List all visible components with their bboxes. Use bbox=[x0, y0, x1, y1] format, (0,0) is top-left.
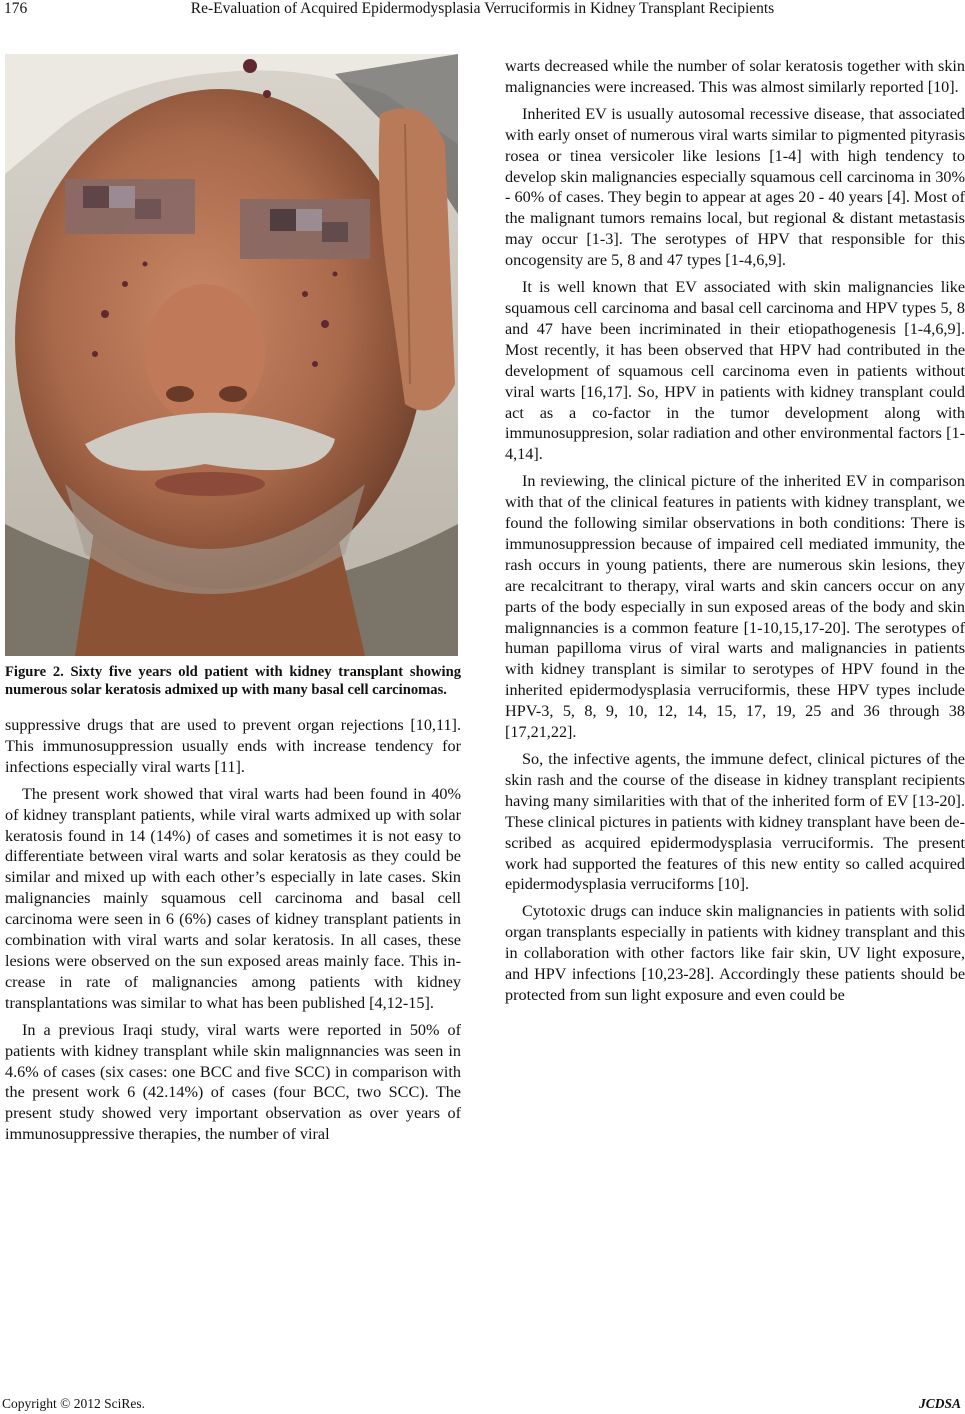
patient-face-photo bbox=[5, 54, 458, 656]
running-title: Re-Evaluation of Acquired Epidermodysplasia Verruciformis in Kidney Transplant Recipients bbox=[190, 0, 775, 17]
patient-photo-figure bbox=[5, 54, 458, 656]
page-header bbox=[0, 0, 965, 40]
figure-caption: Figure 2. Sixty five years old patient with kidney transplant showing numerous solar keratosis admixed up with many basal cell carcinomas. bbox=[5, 664, 461, 698]
left-column-text bbox=[5, 715, 461, 1145]
paragraph: Inherited EV is usually autosomal recessive disease, that associated with early onset of numerous viral warts similar to pigmented pityrasis rosea or tinea versicoler like lesions [1-4] with high tendency to develop skin malignancies especially squamous cell carcinoma in 30% - 60% of cases. They begin to appear at ages 20 - 40 years [4]. Most of the malignant tumors remains local, but regional & distant metastasis may occur [1-3]. The serotypes of HPV that responsible for this oncogensity are 5, 8 and 47 types [1-4,6,9]. bbox=[505, 104, 965, 270]
page-number: 176 bbox=[4, 0, 28, 17]
left-column bbox=[5, 54, 461, 1145]
paragraph: It is well known that EV associated with skin malignancies like squamous cell carcinoma and basal cell carcinoma and HPV types 5, 8 and 47 have been incriminated in their etiopathogenesis [1-4,6,9]. Most recently, it has been observed that HPV had contributed in the development of squamous cell carcinoma even in patients without viral warts [16,17]. So, HPV in patients with kidney transplant could act as a co-factor in the tumor development along with immunosuppresion, solar radiation and other environmental factors [1-4,14]. bbox=[505, 278, 965, 464]
paragraph: suppressive drugs that are used to prevent organ rejections [10,11]. This immunosuppression usually ends with increase tendency for infections especially viral warts [11]. bbox=[5, 716, 461, 776]
right-column-text bbox=[505, 56, 965, 1006]
paragraph: So, the infective agents, the immune defect, clinical pictures of the skin rash and the course of the disease in kidney transplant recipients having many similarities with that of the inherited form of EV [13-20]. These clinical pictures in patients with kidney transplant have been described as acquired epidermodysplasia verruciformis. The present work had supported the features of this new entity so called acquired epidermodysplasia verruciforms [10]. bbox=[505, 750, 965, 894]
page-footer bbox=[0, 1380, 965, 1414]
paragraph: Cytotoxic drugs can induce skin malignancies in patients with solid organ transplants especially in patients with kidney transplant and this in collaboration with other factors like fair skin, UV light exposure, and HPV infections [10,23-28]. Accordingly these patients should be protected from sun light exposure and even could be bbox=[505, 902, 965, 1004]
paragraph: warts decreased while the number of solar keratosis together with skin malignancies were increased. This was almost similarly reported [10]. bbox=[505, 57, 965, 96]
paragraph: In reviewing, the clinical picture of the inherited EV in comparison with that of the clinical features in patients with kidney transplant, we found the following similar observations in both conditions: There is immunosuppression because of impaired cell mediated immunity, the rash occurs in young patients, there are numerous skin lesions, they are recalcitrant to therapy, viral warts and skin cancers occur on any parts of the body especially in sun exposed areas of the body and skin malignnancies is a common feature [1-10,15,17-20]. The serotypes of human papilloma virus of viral warts and malignancies in patients with kidney transplant is similar to serotypes of HPV found in the inherited epidermodysplasia verruciformis, these HPV types include HPV-3, 5, 8, 9, 10, 12, 14, 15, 17, 19, 25 and 36 through 38 [17,21,22]. bbox=[505, 472, 965, 742]
journal-abbreviation: JCDSA bbox=[918, 1396, 961, 1411]
paragraph: In a previous Iraqi study, viral warts were reported in 50% of patients with kidney transplant while skin malignnancies was seen in 4.6% of cases (six cases: one BCC and five SCC) in comparison with the present work 6 (42.14%) of cases (four BCC, two SCC). The present study showed very important observation as over years of immunosuppressive therapies, the number of viral bbox=[5, 1020, 461, 1144]
copyright-notice: Copyright © 2012 SciRes. bbox=[2, 1396, 146, 1411]
right-column bbox=[505, 56, 965, 1006]
paragraph: The present work showed that viral warts had been found in 40% of kidney transplant patients, while viral warts admixed up with solar keratosis found in 14 (14%) of cases and sometimes it is not easy to differentiate between viral warts and solar keratosis as they could be similar and mixed up with each other’s especially in late cases. Skin malignancies mainly squamous cell carcinoma and basal cell carcinoma were seen in 6 (6%) cases of kidney transplant patients in combination with viral warts and solar keratosis. In all cases, these lesions were observed on the sun exposed areas mainly face. This increase in rate of malignancies among patients with kidney transplantations was similar to what has been published [4,12-15]. bbox=[5, 784, 461, 1012]
